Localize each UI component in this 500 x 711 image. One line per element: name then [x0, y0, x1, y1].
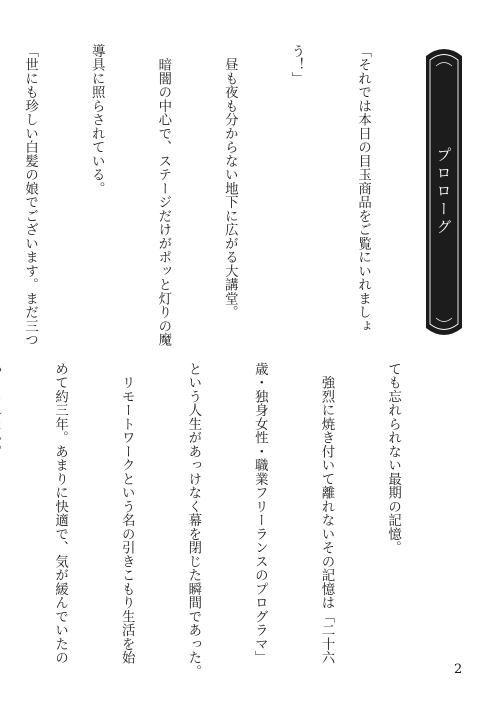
text-line: という人生があっけなく幕を閉じた瞬間であった。 — [185, 362, 201, 679]
chapter-banner — [422, 44, 466, 340]
text-line: う！」 — [288, 44, 304, 86]
text-line: 「世にも珍しい白髪の娘でございます。まだ三つ — [22, 44, 38, 347]
text-line: ても忘れられない最期の記憶。 — [385, 362, 401, 555]
text-line — [0, 362, 4, 662]
text-line: めて約三年。あまりに快適で、気が緩んでいたの — [52, 362, 68, 665]
page-number: 2 — [454, 662, 463, 677]
text-line: 強烈に焼き付いて離れないその記憶は「二十六 — [318, 362, 334, 665]
text-block-upper — [0, 44, 418, 347]
text-block-lower — [0, 362, 448, 679]
text-line: 導具に照らされている。 — [89, 44, 105, 196]
text-line: 昼も夜も分からない地下に広がる大講堂。 — [222, 44, 238, 319]
text-line: 暗闇の中心で、ステージだけがポッと灯りの魔 — [155, 44, 171, 347]
text-line: 歳・独身女性・職業フリーランスのプログラマ」 — [252, 362, 268, 665]
text-line: リモートワークという名の引きこもり生活を始 — [119, 362, 135, 665]
text-line: 「それでは本日の目玉商品をご覧にいれましょ — [355, 44, 371, 333]
chapter-title: プロローグ — [434, 147, 453, 237]
